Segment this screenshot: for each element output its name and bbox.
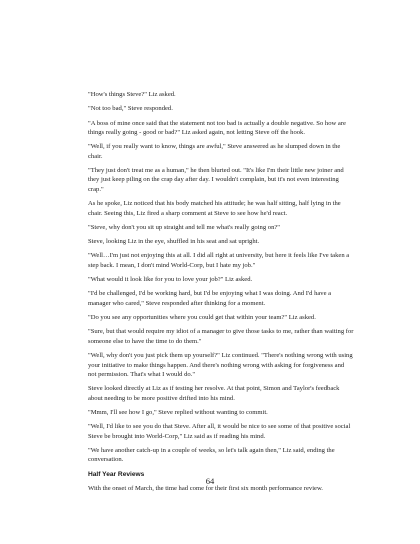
paragraph: "How's things Steve?" Liz asked. <box>88 91 176 98</box>
page-number: 64 <box>205 476 215 486</box>
paragraph: "What would it look like for you to love your job?" Liz asked. <box>88 276 253 284</box>
paragraph: With the onset of March, the time had come for their first six month performance review. <box>88 484 323 492</box>
paragraph: "Steve, why don't you sit up straight and tell me what's really going on?" <box>88 223 280 231</box>
paragraph: Steve, looking Liz in the eye, shuffled in his seat and sat upright. <box>88 238 260 246</box>
paragraph: "Mmm, I'll see how I go," Steve replied without wanting to commit. <box>88 408 268 416</box>
paragraph: "Well…I'm just not enjoying this at all. I did all right at university, but here it feels like I've taken a step back. I mean, I don't mind World-Corp, but I hate my job." <box>88 252 350 269</box>
paragraph: "Well, I'd like to see you do that Steve. After all, it would be nice to see some of that positive social Steve be brought into World-Corp," Liz said as if reading his mind. <box>88 423 351 440</box>
paragraph: As he spoke, Liz noticed that his body matched his attitude; he was half sitting, half lying in the chair. Seeing this, Liz fired a sharp comment at Steve to see how he'd react. <box>88 200 341 217</box>
paragraph: "Well, why don't you just pick them up yourself?" Liz continued. "There's nothing wrong with using your initiative to make things happen. And there's nothing wrong with asking for forgiveness and not permission. That's what I would do." <box>88 352 353 378</box>
paragraph: "Do you see any opportunities where you could get that within your team?" Liz asked. <box>88 314 316 322</box>
paragraph: "I'd be challenged, I'd be working hard, but I'd be enjoying what I was doing. And I'd have a manager who cared," Steve responded after thinking for a moment. <box>88 290 332 307</box>
body-text <box>88 90 354 498</box>
section-heading: Half Year Reviews <box>88 470 145 478</box>
paragraph: "Well, if you really want to know, things are awful," Steve answered as he slumped down in the chair. <box>88 143 341 160</box>
paragraph: "We have another catch-up in a couple of weeks, so let's talk again then," Liz said, ending the conversation. <box>88 446 335 464</box>
paragraph: "They just don't treat me as a human," he then blurted out. "It's like I'm their little new joiner and they just keep piling on the crap day after day. I wouldn't complain, but it's not even interesting crap." <box>88 167 344 193</box>
paragraph: "Not too bad," Steve responded. <box>88 105 173 113</box>
paragraph: Steve looked directly at Liz as if testing her resolve. At that point, Simon and Taylor's feedback about needing to be more positive drifted into his mind. <box>88 385 340 402</box>
paragraph: "Sure, but that would require my idiot of a manager to give those tasks to me, rather than waiting for someone else to have the time to do them." <box>88 328 354 345</box>
paragraph: "A boss of mine once said that the statement not too bad is actually a double negative. So how are things really going - good or bad?" Liz asked again, not letting Steve off the hook. <box>88 119 346 136</box>
